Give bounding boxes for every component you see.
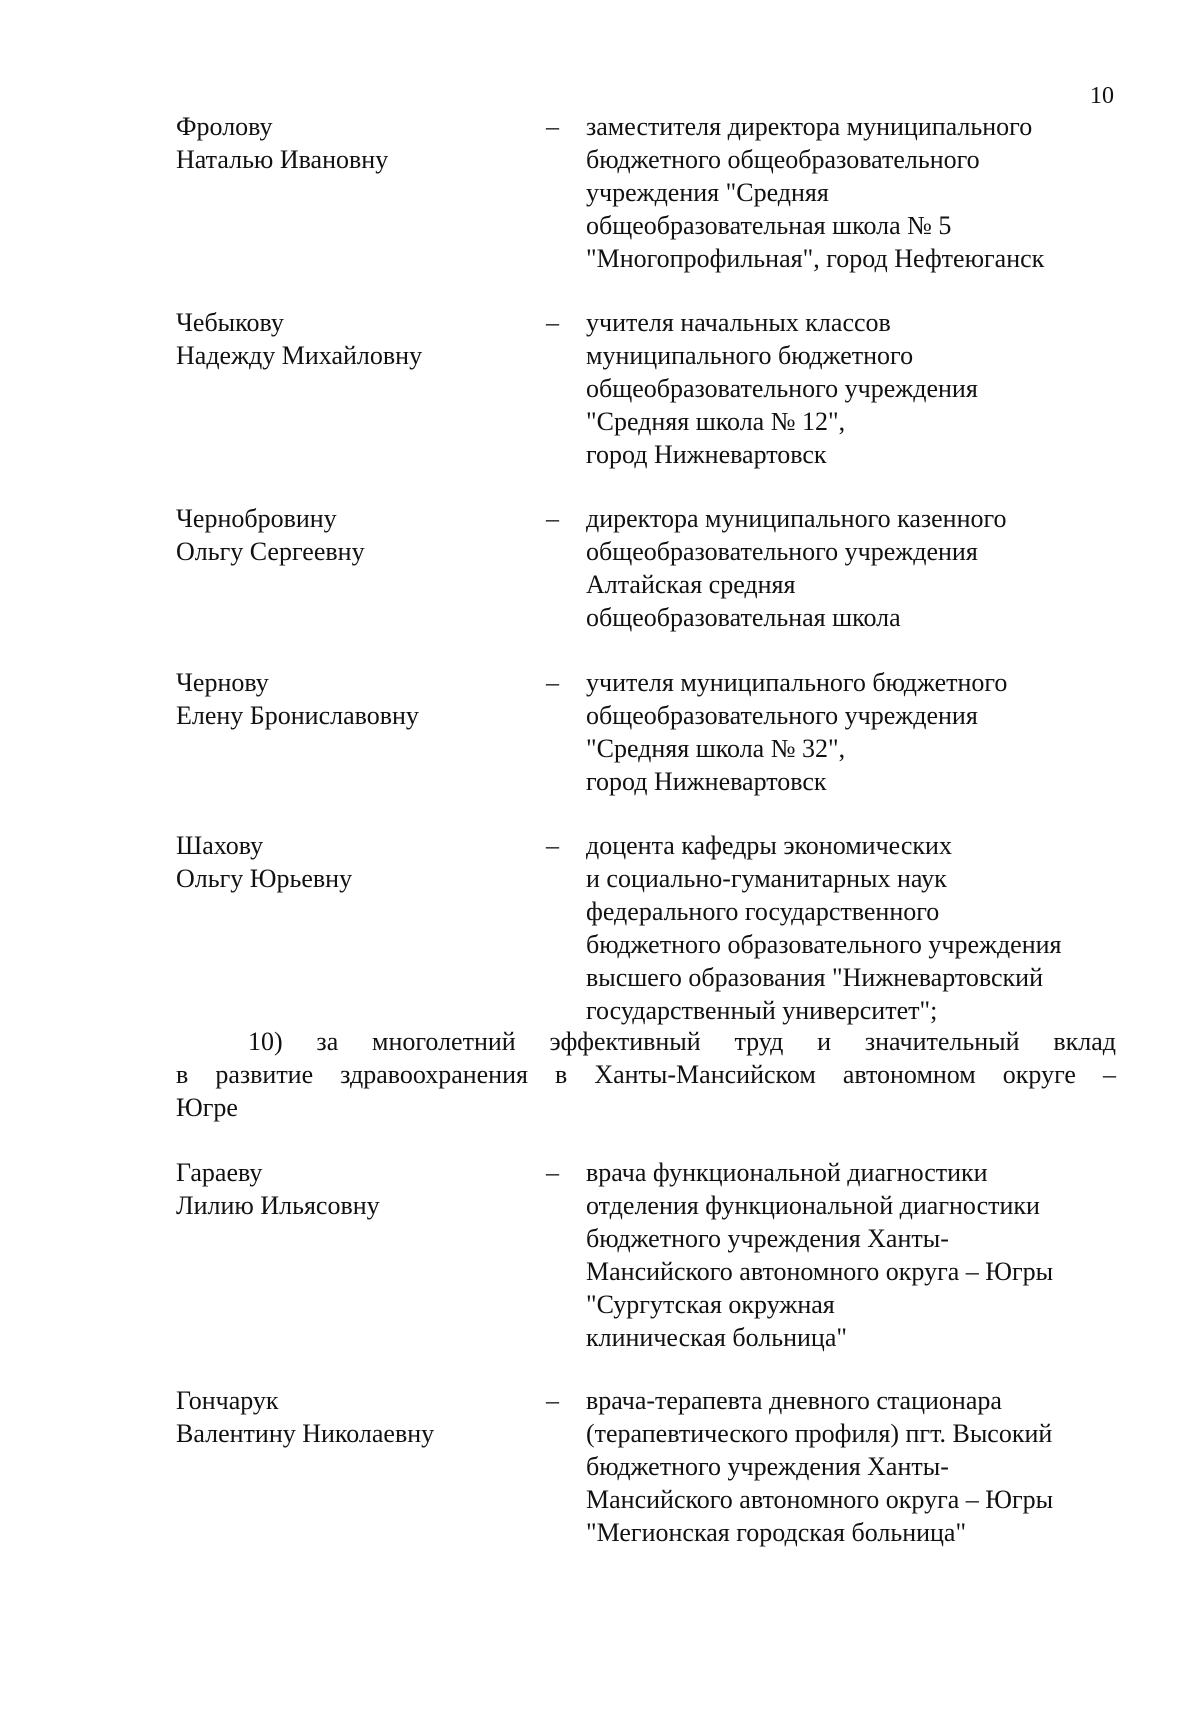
- person-position: заместителя директора муниципального бюджетного общеобразовательного учреждения "Средняя общеобразовательная школа № 5 "Многопрофильная", город Нефтеюганск: [586, 112, 1045, 273]
- person-position: врача-терапевта дневного стационара (терапевтического профиля) пгт. Высокий бюджетного учреждения Ханты- Мансийского автономного округа – Югры "Мегионская городская больница": [586, 1386, 1054, 1547]
- dash-separator: –: [546, 504, 559, 533]
- dash-separator: –: [546, 668, 559, 697]
- dash-separator: –: [546, 1386, 559, 1415]
- paragraph-line: Югре: [176, 1093, 238, 1122]
- person-position: директора муниципального казенного общеобразовательного учреждения Алтайская средняя общеобразовательная школа: [586, 504, 1007, 632]
- page-number: 10: [1090, 83, 1114, 109]
- paragraph-line: 10) за многолетний эффективный труд и значительный вклад: [248, 1027, 1116, 1056]
- dash-separator: –: [546, 831, 559, 860]
- person-position: учителя начальных классов муниципального бюджетного общеобразовательного учреждения "Средняя школа № 12", город Нижневартовск: [586, 308, 978, 469]
- person-name: Чернову Елену Брониславовну: [176, 668, 419, 730]
- person-position: доцента кафедры экономических и социально-гуманитарных наук федерального государственного бюджетного образовательного учреждения высшего образования "Нижневартовский государственный университет";: [586, 831, 1062, 1025]
- person-name: Фролову Наталью Ивановну: [176, 112, 389, 174]
- dash-separator: –: [546, 308, 559, 337]
- person-name: Шахову Ольгу Юрьевну: [176, 831, 353, 893]
- person-position: врача функциональной диагностики отделения функциональной диагностики бюджетного учреждения Ханты- Мансийского автономного округа – Югры "Сургутская окружная клиническая больница": [586, 1158, 1054, 1352]
- person-name: Чебыкову Надежду Михайловну: [176, 308, 423, 370]
- paragraph-line: в развитие здравоохранения в Ханты-Мансийском автономном округе –: [176, 1060, 1116, 1089]
- person-name: Гараеву Лилию Ильясовну: [176, 1158, 380, 1220]
- dash-separator: –: [546, 1158, 559, 1187]
- person-name: Гончарук Валентину Николаевну: [176, 1386, 435, 1448]
- person-name: Чернобровину Ольгу Сергеевну: [176, 504, 365, 566]
- dash-separator: –: [546, 112, 559, 141]
- person-position: учителя муниципального бюджетного общеобразовательного учреждения "Средняя школа № 32", город Нижневартовск: [586, 668, 1008, 796]
- section-paragraph: [176, 1025, 1116, 1124]
